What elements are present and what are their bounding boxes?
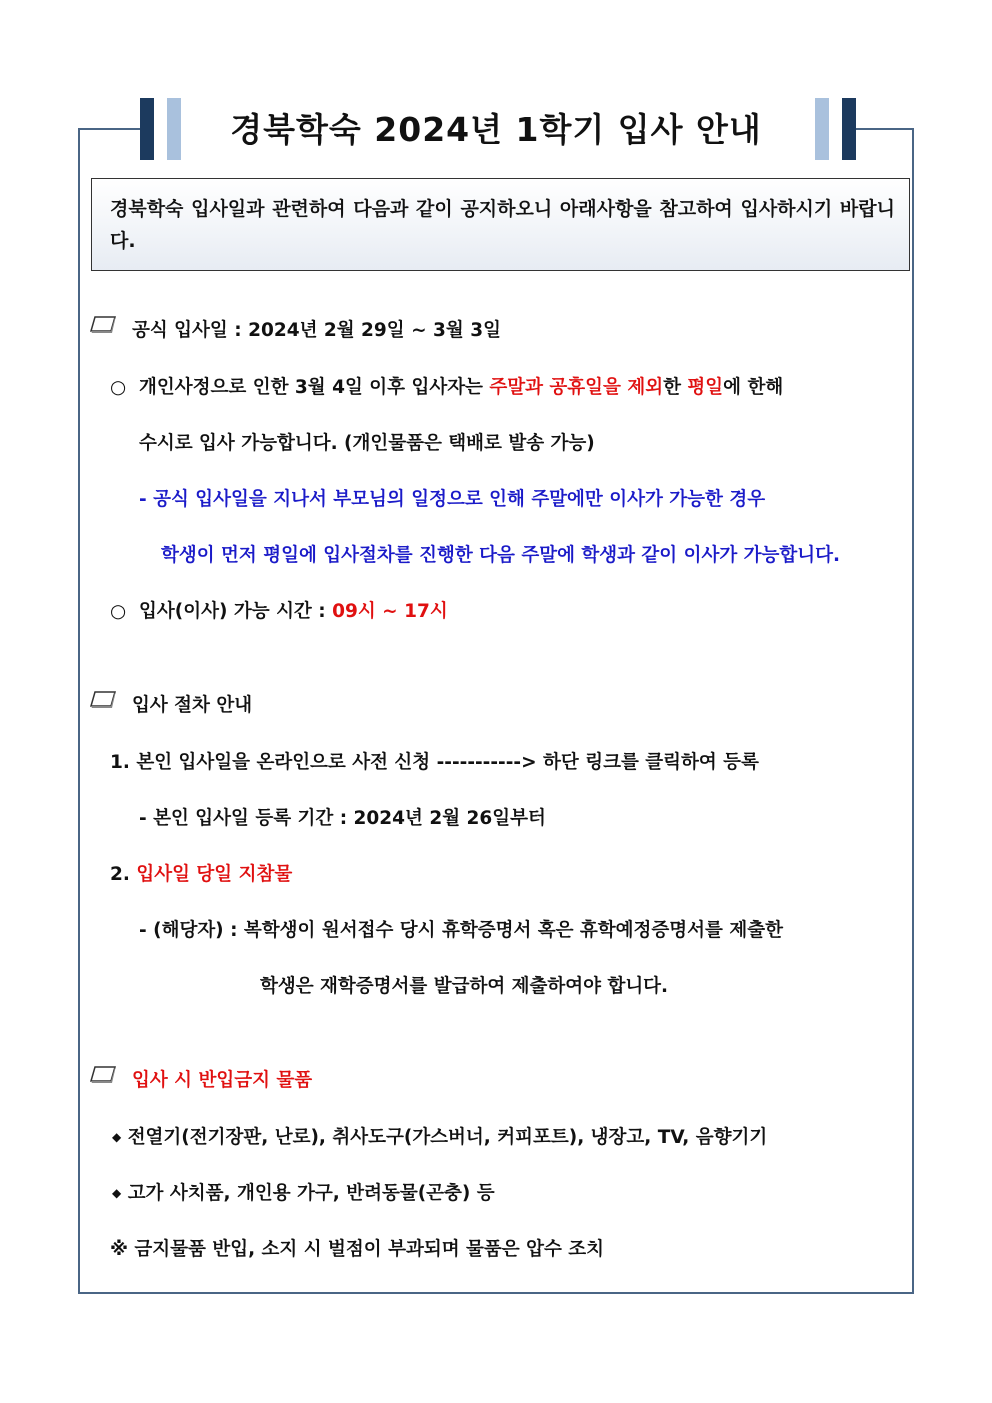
- title-bar-left-dark: [140, 98, 154, 160]
- section2-heading: 입사 절차 안내: [132, 695, 253, 716]
- circle-bullet: ○: [110, 601, 127, 622]
- section1-heading: 공식 입사일 : 2024년 2월 29일 ~ 3월 3일: [132, 320, 501, 341]
- item2-text: 입사(이사) 가능 시간 :: [139, 601, 333, 622]
- item2-text: 고가 사치품, 개인용 가구, 반려동물(곤충) 등: [127, 1183, 495, 1204]
- section2-step2-sub2: 학생은 재학증명서를 발급하여 제출하여야 합니다.: [260, 976, 669, 997]
- section2-step1: 1. 본인 입사일을 온라인으로 사전 신청 -----------> 하단 링크를 클릭하여 등록: [110, 752, 759, 773]
- item1-text-b: 한: [663, 377, 688, 398]
- diamond-bullet-icon: ◆: [112, 1186, 122, 1200]
- note-icon: [90, 691, 116, 709]
- section1-note-line2: 학생이 먼저 평일에 입사절차를 진행한 다음 주말에 학생과 같이 이사가 가능합니다.: [161, 545, 841, 566]
- page-title: 경북학숙 2024년 1학기 입사 안내: [230, 110, 762, 149]
- step2-title: 입사일 당일 지참물: [136, 864, 293, 885]
- step2-number: 2.: [110, 864, 137, 885]
- section2-step2: [110, 860, 292, 886]
- section1-note-line1: - 공식 입사일을 지나서 부모님의 일정으로 인해 주말에만 이사가 가능한 경우: [139, 489, 766, 510]
- section1-item1: [110, 373, 783, 399]
- item1-highlight-2: 평일: [687, 377, 724, 398]
- note-icon: [90, 316, 116, 334]
- item1-text: 전열기(전기장판, 난로), 취사도구(가스버너, 커피포트), 냉장고, TV, 음향기기: [127, 1127, 768, 1148]
- item1-highlight-1: 주말과 공휴일을 제외: [489, 377, 664, 398]
- section2-step1-sub: - 본인 입사일 등록 기간 : 2024년 2월 26일부터: [139, 808, 546, 829]
- diamond-bullet-icon: ◆: [112, 1130, 122, 1144]
- section3-heading: 입사 시 반입금지 물품: [132, 1070, 313, 1091]
- intro-box: 경북학숙 입사일과 관련하여 다음과 같이 공지하오니 아래사항을 참고하여 입사하시기 바랍니다.: [91, 178, 910, 271]
- section1-item2: [110, 597, 448, 623]
- title-bar-right-dark: [842, 98, 856, 160]
- note-icon: [90, 1066, 116, 1084]
- section3-notice: ※ 금지물품 반입, 소지 시 벌점이 부과되며 물품은 압수 조치: [110, 1239, 605, 1260]
- item2-time-highlight: 09시 ~ 17시: [332, 601, 448, 622]
- section3-item2: [112, 1179, 495, 1205]
- item1-text-c: 에 한해: [723, 377, 784, 398]
- section2-step2-sub1: - (해당자) : 복학생이 원서접수 당시 휴학증명서 혹은 휴학예정증명서를 제출한: [139, 920, 783, 941]
- circle-bullet: ○: [110, 377, 127, 398]
- section3-item1: [112, 1123, 767, 1149]
- item1-text-a: 개인사정으로 인한 3월 4일 이후 입사자는: [139, 377, 490, 398]
- title-bar-right-light: [815, 98, 829, 160]
- title-bar-left-light: [167, 98, 181, 160]
- section1-item1-line2: 수시로 입사 가능합니다. (개인물품은 택배로 발송 가능): [139, 433, 595, 454]
